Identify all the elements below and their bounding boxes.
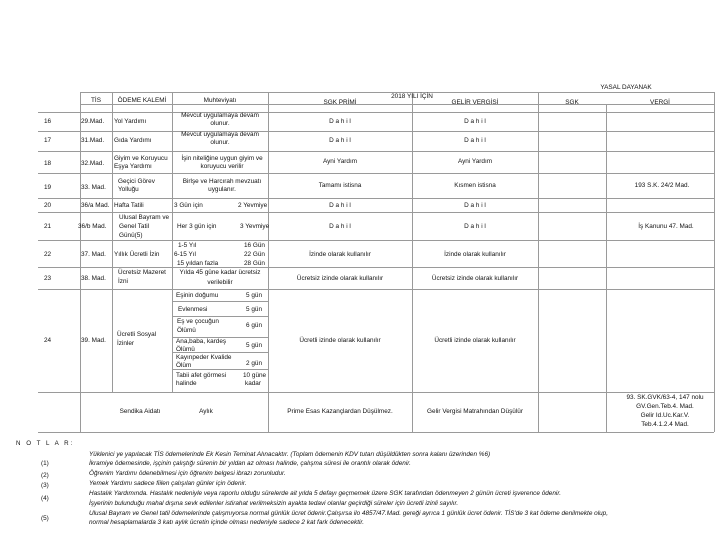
row-content: Her 3 gün için: [177, 223, 217, 230]
header-payment-item: ÖDEME KALEMİ: [117, 97, 167, 104]
row-tax: İzinde olarak kullanılır: [444, 251, 506, 258]
header-content: Muhteviyatı: [203, 97, 237, 104]
social-leave-label: Evlenmesi: [178, 306, 208, 313]
rule: [38, 173, 714, 174]
row-content: Yılda 45 güne kadar ücretsiz: [179, 269, 261, 276]
row-sgk: İzinde olarak kullanılır: [309, 251, 371, 258]
row-number: 23: [44, 275, 52, 282]
leave-years: 6-15 Yıl: [174, 251, 196, 258]
row-article: 29.Mad.: [81, 118, 105, 125]
row-content: Mevcut uygulamaya devam: [181, 112, 259, 119]
row-article: 31.Mad.: [81, 137, 105, 144]
row-tax: D a h i l: [464, 137, 486, 144]
row-legal: GV.Gen.Teb.4. Mad.: [636, 403, 694, 410]
social-leave-label: Ölümü: [176, 346, 195, 353]
row-legal: Teb.4.1.2.4 Mad.: [641, 421, 689, 428]
row-content: İşin niteliğine uygun giyim ve: [181, 155, 263, 162]
social-leave-days: 10 güne: [243, 372, 267, 379]
row-sgk: D a h i l: [329, 118, 351, 125]
note-line: İkramiye ödemesinde, işçinin çalıştığı sürenin bir yıldan az olması halinde, çalışma süresi ile orantılı olarak ödenir.: [89, 460, 411, 467]
row-legal: Gelir Id.Uc.Kar.V.: [640, 412, 690, 419]
row-content: olunur.: [210, 120, 230, 127]
row-content: Birlşe ve Harcırah mevzuatı: [182, 178, 262, 185]
row-article: 38. Mad.: [81, 275, 106, 282]
rule: [38, 267, 714, 268]
leave-days: 16 Gün: [244, 242, 265, 249]
row-item: Giyim ve Koruyucu: [114, 155, 168, 162]
note-marker: (1): [41, 460, 49, 467]
note-line: Hastalık Yardımında. Hastalık nedeniyle veya raporlu olduğu sürelerde ait yılda 5 defayı geçmemek üzere SGK tarafından ödenmeyen 2 günün ücreti işverence ödenir.: [89, 490, 561, 497]
note-marker: (2): [41, 472, 49, 479]
leave-years: 15 yıldan fazla: [177, 260, 219, 267]
row-item: Eşya Yardımı: [114, 163, 152, 170]
social-leave-days: 5 gün: [246, 292, 262, 299]
rule: [412, 92, 413, 432]
notes-title: N O T L A R:: [16, 440, 75, 447]
rule: [38, 198, 714, 199]
rule: [606, 104, 607, 432]
social-leave-label: halinde: [176, 380, 197, 387]
rule: [172, 92, 173, 392]
row-item: Genel Tatil: [119, 223, 150, 230]
rule: [112, 92, 113, 392]
rule: [538, 92, 539, 432]
row-number: 22: [44, 251, 52, 258]
header-sgk: SGK: [565, 99, 579, 106]
row-article: 39. Mad.: [81, 337, 106, 344]
leave-years: 1-5 Yıl: [178, 242, 197, 249]
row-content: 2 Yevmiye: [238, 202, 268, 209]
row-tax-legal: İş Kanunu 47. Mad.: [638, 223, 694, 230]
row-item: Geçici Görev: [118, 178, 155, 185]
row-tax: D a h i l: [464, 223, 486, 230]
row-number: 21: [44, 223, 52, 230]
rule: [38, 240, 714, 241]
row-item: Yıllık Ücretli İzin: [114, 251, 160, 258]
leave-days: 22 Gün: [244, 251, 265, 258]
row-item: İzni: [118, 278, 128, 285]
social-leave-days: 5 gün: [246, 306, 262, 313]
row-article: 36/b Mad.: [78, 223, 107, 230]
rule: [38, 212, 714, 213]
header-tis: TİS: [91, 97, 101, 104]
row-tax: D a h i l: [464, 202, 486, 209]
row-content: 3 Gün için: [174, 202, 203, 209]
row-sgk: Tamamı istisna: [318, 182, 362, 189]
rule: [38, 289, 714, 290]
row-article: 33. Mad.: [81, 184, 106, 191]
rule: [38, 432, 714, 433]
rule: [38, 392, 714, 393]
row-sgk: Ayni Yardım: [322, 158, 358, 165]
row-content: verilebilir: [207, 279, 233, 286]
row-sgk: D a h i l: [329, 137, 351, 144]
legal-title: YASAL DAYANAK: [600, 84, 652, 91]
social-leave-label: Kayınpeder Kvalide: [176, 354, 232, 361]
row-content: uygulanır.: [208, 186, 236, 193]
row-item: Ücretsiz Mazeret: [118, 269, 166, 276]
row-number: 18: [44, 160, 52, 167]
row-tax: Ücretsiz izinde olarak kullanılır: [431, 275, 519, 282]
row-number: 16: [44, 118, 52, 125]
social-leave-days: 2 gün: [246, 360, 262, 367]
row-item: İzinler: [117, 340, 135, 347]
row-content: Aylık: [199, 408, 213, 415]
rule: [172, 316, 268, 317]
rule: [38, 112, 714, 113]
rule: [268, 92, 269, 432]
rule: [38, 151, 714, 152]
row-tax: D a h i l: [464, 118, 486, 125]
year-title: 2018 YILI İÇİN: [391, 93, 433, 100]
row-article: 37. Mad.: [81, 251, 106, 258]
header-tax: VERGİ: [650, 99, 670, 106]
row-item: Günü(5): [119, 232, 143, 239]
row-sgk: Prime Esas Kazançlardan Düşülmez.: [287, 408, 393, 415]
note-line: Yemek Yardımı sadece fiilen çalışılan günler için ödenir.: [89, 480, 247, 487]
row-item: Yol Yardımı: [114, 118, 147, 125]
row-item: Yolluğu: [118, 186, 139, 193]
social-leave-label: Ölümü: [177, 327, 196, 334]
row-item: Hafta Tatili: [114, 202, 144, 209]
row-content: koruyucu verilir: [200, 163, 244, 170]
note-line: Öğrenim Yardımı ödenebilmesi için öğrenim belgesi ibrazı zorunludur.: [89, 470, 286, 477]
note-marker: (3): [41, 482, 49, 489]
row-tax: Gelir Vergisi Matrahından Düşülür: [427, 408, 523, 415]
rule: [172, 301, 268, 302]
rule: [80, 104, 714, 105]
row-sgk: Ücretli izinde olarak kullanılır: [299, 337, 381, 344]
social-leave-label: Ölüm: [176, 362, 192, 369]
rule: [38, 131, 714, 132]
row-sgk: D a h i l: [329, 223, 351, 230]
social-leave-label: Eşinin doğumu: [176, 292, 219, 299]
row-item: Sendika Aidatı: [119, 408, 161, 415]
social-leave-label: Ana,baba, kardeş: [176, 338, 227, 345]
row-legal: 93. SK.GVK/63-4, 147 nolu: [626, 394, 704, 401]
leave-days: 28 Gün: [244, 260, 265, 267]
row-number: 24: [44, 337, 52, 344]
note-line: normal hesaplamalarda 3 katı aylık ücretin içinde olması nedeniyle sadece 2 kat fark ödenecektir.: [89, 519, 365, 526]
row-content: 3 Yevmiye: [240, 223, 270, 230]
row-number: 17: [44, 137, 52, 144]
note-marker: (4): [41, 495, 49, 502]
row-sgk: Ücretsiz izinde olarak kullanılır: [296, 275, 384, 282]
note-marker: (5): [41, 515, 49, 522]
row-tax-legal: 193 S.K. 24/2 Mad.: [634, 182, 690, 189]
note-line: Yüklenici ye yapılacak TİS ödemelerinde Ek Kesin Teminat Alınacaktır. (Toplam ödemenin KDV tutarı düşüldükten sonra kalanı üzerinden %6): [89, 451, 491, 458]
social-leave-label: Tabii afet görmesi: [176, 372, 227, 379]
row-number: 20: [44, 202, 52, 209]
row-article: 36/a Mad.: [81, 202, 110, 209]
row-content: Mevcut uygulamaya devam: [181, 131, 259, 138]
header-income-tax: GELİR VERGİSİ: [451, 99, 499, 106]
social-leave-days: 6 gün: [246, 322, 262, 329]
note-line: İşyerinin bulunduğu mahal dışına sevk edilenler istirahat verilmeksizin ayakta tedavi olanlar geçirdiği süreler için ücretli izinli sayılır.: [89, 500, 459, 507]
rule: [714, 92, 715, 432]
row-item: Gıda Yardımı: [114, 137, 152, 144]
social-leave-label: Eş ve çocuğun: [177, 318, 219, 325]
row-tax: Ücretli izinde olarak kullanılır: [434, 337, 516, 344]
social-leave-days: kadar: [245, 380, 261, 387]
row-article: 32.Mad.: [81, 160, 105, 167]
row-number: 19: [44, 184, 52, 191]
social-leave-days: 5 gün: [246, 342, 262, 349]
row-tax: Kısmen istisna: [454, 182, 496, 189]
row-content: olunur.: [210, 139, 230, 146]
header-sgk-premium: SGK PRİMİ: [323, 99, 357, 106]
row-item: Ücretli Sosyal: [117, 331, 157, 338]
row-sgk: D a h i l: [329, 202, 351, 209]
row-tax: Ayni Yardım: [457, 158, 493, 165]
row-item: Ulusal Bayram ve: [119, 214, 170, 221]
note-line: Ulusal Bayram ve Genel tatil ödemelerinde çalışmıyorsa normal günlük ücret ödenir.Çalışırsa ilo 4857/47.Mad. gereği ayrıca 1 günlük ücret ödenir. TİS'de 3 kat ödeme denilmekte olup,: [89, 510, 609, 517]
